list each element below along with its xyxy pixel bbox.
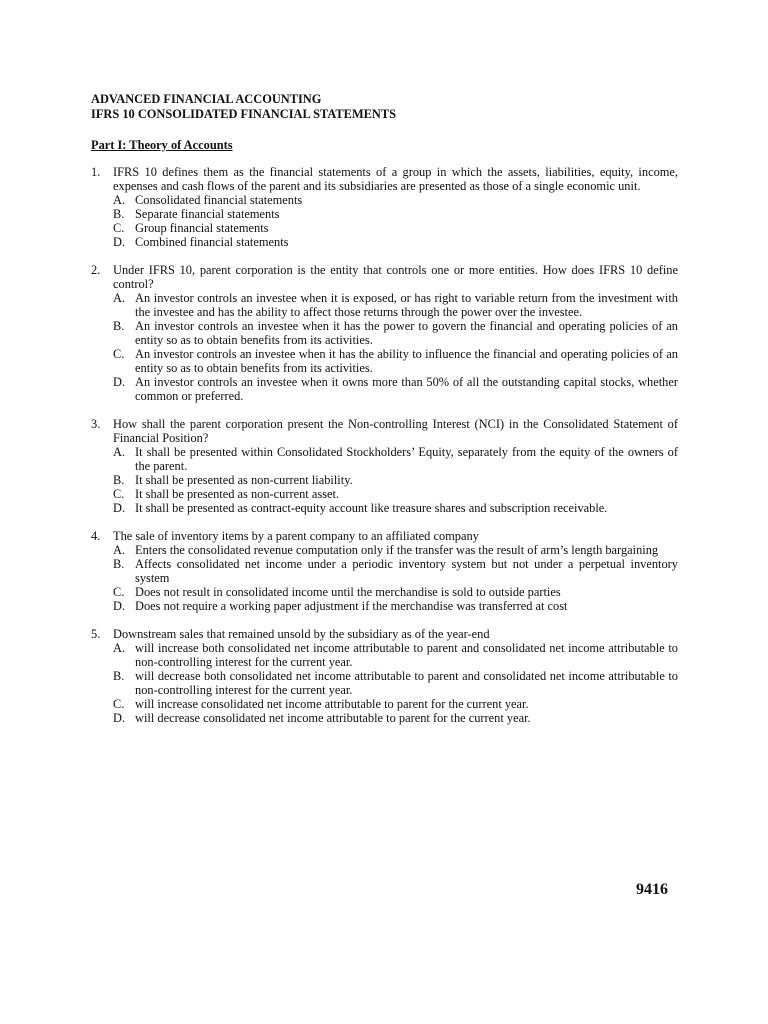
answer-options [113,641,678,725]
option-text: Does not require a working paper adjustment if the merchandise was transferred at cost [135,599,568,613]
question-body [113,627,678,725]
option-letter: D. [113,375,126,389]
answer-options [113,543,678,613]
option-text: will increase both consolidated net income attributable to parent and consolidated net income attributable to non-controlling interest for the current year. [135,641,678,669]
option-text: will decrease both consolidated net income attributable to parent and consolidated net income attributable to non-controlling interest for the current year. [135,669,678,697]
option-text: Group financial statements [135,221,269,235]
question-text: Under IFRS 10, parent corporation is the entity that controls one or more entities. How does IFRS 10 define control? [113,263,678,291]
question-body [113,417,678,515]
answer-options [113,193,678,249]
option-text: will decrease consolidated net income attributable to parent for the current year. [135,711,531,725]
option-letter: B. [113,557,125,571]
option-letter: A. [113,193,126,207]
question-text: The sale of inventory items by a parent company to an affiliated company [113,529,479,543]
question-body [113,529,678,613]
answer-option [113,473,678,487]
question-item [91,165,678,249]
option-text: It shall be presented as non-current liability. [135,473,353,487]
answer-option [113,669,678,697]
option-text: It shall be presented as non-current asset. [135,487,340,501]
answer-option [113,711,678,725]
answer-option [113,207,678,221]
option-letter: C. [113,347,125,361]
answer-options [113,291,678,403]
question-text: How shall the parent corporation present the Non-controlling Interest (NCI) in the Consolidated Statement of Financial Position? [113,417,678,445]
question-body [113,263,678,403]
option-text: Consolidated financial statements [135,193,303,207]
option-letter: C. [113,221,125,235]
answer-option [113,501,678,515]
answer-option [113,557,678,585]
option-letter: D. [113,711,126,725]
answer-option [113,697,678,711]
option-letter: B. [113,207,125,221]
question-number: 4. [91,529,101,543]
option-text: Combined financial statements [135,235,289,249]
option-letter: B. [113,319,125,333]
option-letter: A. [113,445,126,459]
option-text: Does not result in consolidated income until the merchandise is sold to outside parties [135,585,561,599]
option-letter: C. [113,487,125,501]
answer-option [113,291,678,319]
answer-option [113,221,678,235]
answer-option [113,641,678,669]
option-letter: D. [113,599,126,613]
answer-option [113,487,678,501]
option-letter: A. [113,543,126,557]
answer-option [113,543,678,557]
answer-option [113,585,678,599]
question-number: 2. [91,263,101,277]
option-text: It shall be presented within Consolidated Stockholders’ Equity, separately from the equity of the owners of the parent. [135,445,678,473]
question-item [91,263,678,403]
option-text: Enters the consolidated revenue computation only if the transfer was the result of arm’s length bargaining [135,543,659,557]
option-letter: B. [113,669,125,683]
page-number: 9416 [636,881,668,898]
answer-option [113,599,678,613]
option-letter: A. [113,291,126,305]
question-text: IFRS 10 defines them as the financial statements of a group in which the assets, liabilities, equity, income, expenses and cash flows of the parent and its subsidiaries are presented as those of a single economic unit. [113,165,678,193]
question-list [91,165,678,739]
question-text: Downstream sales that remained unsold by the subsidiary as of the year-end [113,627,490,641]
question-item [91,529,678,613]
answer-option [113,375,678,403]
option-letter: B. [113,473,125,487]
option-letter: C. [113,697,125,711]
option-letter: A. [113,641,126,655]
answer-options [113,445,678,515]
answer-option [113,347,678,375]
question-number: 3. [91,417,101,431]
answer-option [113,193,678,207]
option-letter: C. [113,585,125,599]
option-text: An investor controls an investee when it is exposed, or has right to variable return from the investment with the investee and has the ability to affect those returns through the power over the investee. [135,291,678,319]
question-body [113,165,678,249]
question-item [91,627,678,725]
answer-option [113,319,678,347]
answer-option [113,235,678,249]
document-header [91,92,396,122]
course-title: ADVANCED FINANCIAL ACCOUNTING [91,92,322,106]
question-number: 1. [91,165,101,179]
option-letter: D. [113,501,126,515]
question-number: 5. [91,627,101,641]
question-item [91,417,678,515]
option-text: Affects consolidated net income under a periodic inventory system but not under a perpetual inventory system [135,557,678,585]
option-text: An investor controls an investee when it has the power to govern the financial and operating policies of an entity so as to obtain benefits from its activities. [135,319,678,347]
option-letter: D. [113,235,126,249]
part-title: Part I: Theory of Accounts [91,138,233,152]
document-title: IFRS 10 CONSOLIDATED FINANCIAL STATEMENTS [91,107,397,121]
option-text: An investor controls an investee when it has the ability to influence the financial and operating policies of an entity so as to obtain benefits from its activities. [135,347,678,375]
option-text: Separate financial statements [135,207,280,221]
option-text: It shall be presented as contract-equity account like treasure shares and subscription receivable. [135,501,608,515]
answer-option [113,445,678,473]
option-text: will increase consolidated net income attributable to parent for the current year. [135,697,529,711]
option-text: An investor controls an investee when it owns more than 50% of all the outstanding capital stocks, whether common or preferred. [135,375,678,403]
